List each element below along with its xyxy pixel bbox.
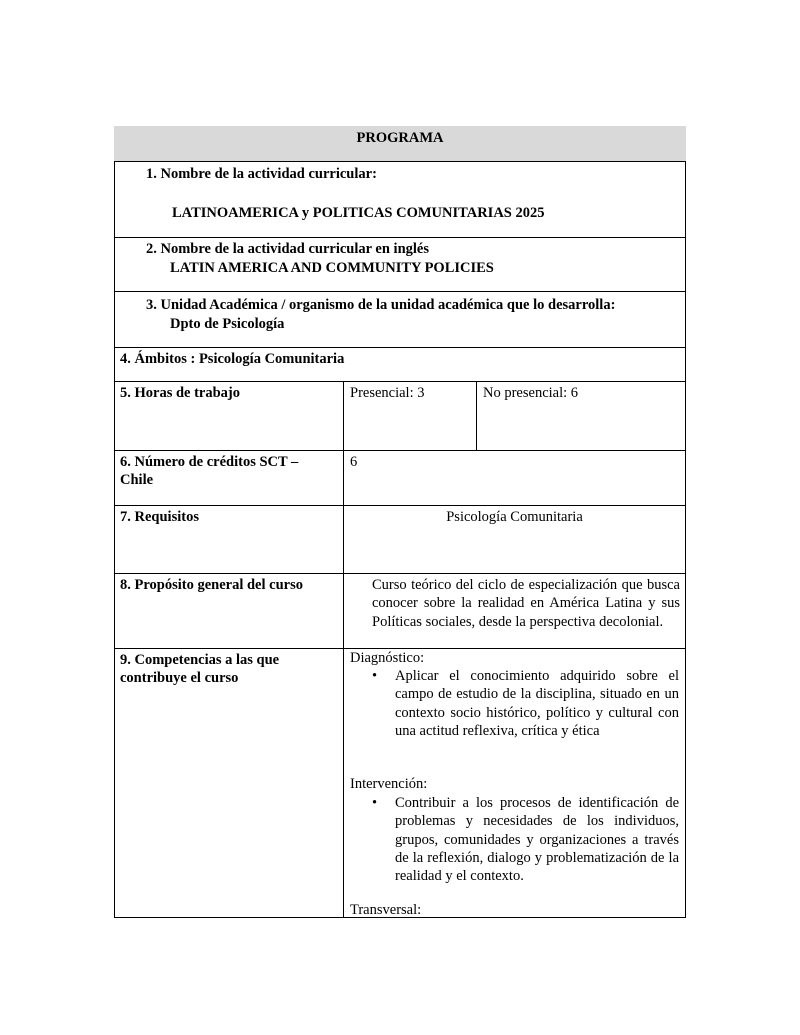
- work-hours-label: 5. Horas de trabajo: [120, 385, 241, 401]
- no-presencial-hours: No presencial: 6: [483, 385, 579, 401]
- requirements-value: Psicología Comunitaria: [446, 509, 583, 525]
- row-requirements: [114, 505, 686, 573]
- credits-label-line1: 6. Número de créditos SCT –: [120, 454, 299, 470]
- bullet-icon: •: [372, 795, 378, 811]
- diagnostic-heading: Diagnóstico:: [350, 650, 425, 666]
- row-activity-name-english: [114, 237, 686, 291]
- activity-name-label: 1. Nombre de la actividad curricular:: [146, 166, 377, 182]
- row-credits: [114, 450, 686, 505]
- academic-unit-value: Dpto de Psicología: [170, 316, 285, 332]
- presencial-hours: Presencial: 3: [350, 385, 425, 401]
- competencies-label-line1: 9. Competencias a las que: [120, 652, 280, 668]
- purpose-value: Curso teórico del ciclo de especialización que busca conocer sobre la realidad en América Latina y sus Políticas sociales, desde la perspectiva decolonial.: [372, 577, 680, 630]
- competencies-label-line2: contribuye el curso: [120, 670, 239, 686]
- transversal-heading: Transversal:: [350, 902, 422, 918]
- competencies-content: [343, 649, 686, 918]
- page-title: PROGRAMA: [356, 130, 444, 146]
- scope-text: 4. Ámbitos : Psicología Comunitaria: [120, 351, 345, 367]
- academic-unit-label: 3. Unidad Académica / organismo de la unidad académica que lo desarrolla:: [146, 297, 616, 313]
- hours-divider: [476, 381, 477, 450]
- credits-label-line2: Chile: [120, 472, 154, 488]
- row-competencies: [114, 648, 686, 918]
- requirements-label: 7. Requisitos: [120, 509, 199, 525]
- activity-name-english-label: 2. Nombre de la actividad curricular en inglés: [146, 241, 430, 257]
- credits-value: 6: [350, 454, 358, 470]
- row-activity-name: [114, 161, 686, 237]
- activity-name-value: LATINOAMERICA y POLITICAS COMUNITARIAS 2025: [172, 205, 545, 221]
- bullet-icon: •: [372, 668, 378, 684]
- diagnostic-bullet-text: Aplicar el conocimiento adquirido sobre el campo de estudio de la disciplina, situado en un contexto socio histórico, político y cultural con una actitud reflexiva, crítica y ética: [395, 668, 679, 739]
- intervention-bullet-text: Contribuir a los procesos de identificación de problemas y necesidades de los individuos, grupos, comunidades y organizaciones a través de la reflexión, dialogo y problematización de la realidad y el contexto.: [395, 795, 679, 885]
- row-scope: [114, 347, 686, 381]
- header-row: [114, 126, 686, 161]
- competencies-label: [114, 649, 343, 918]
- row-work-hours: [114, 381, 686, 450]
- activity-name-english-value: LATIN AMERICA AND COMMUNITY POLICIES: [170, 260, 494, 276]
- credits-label: [114, 451, 343, 505]
- purpose-label: 8. Propósito general del curso: [120, 577, 303, 593]
- row-academic-unit: [114, 291, 686, 347]
- column-divider: [343, 381, 344, 918]
- row-purpose: [114, 573, 686, 648]
- intervention-heading: Intervención:: [350, 776, 428, 792]
